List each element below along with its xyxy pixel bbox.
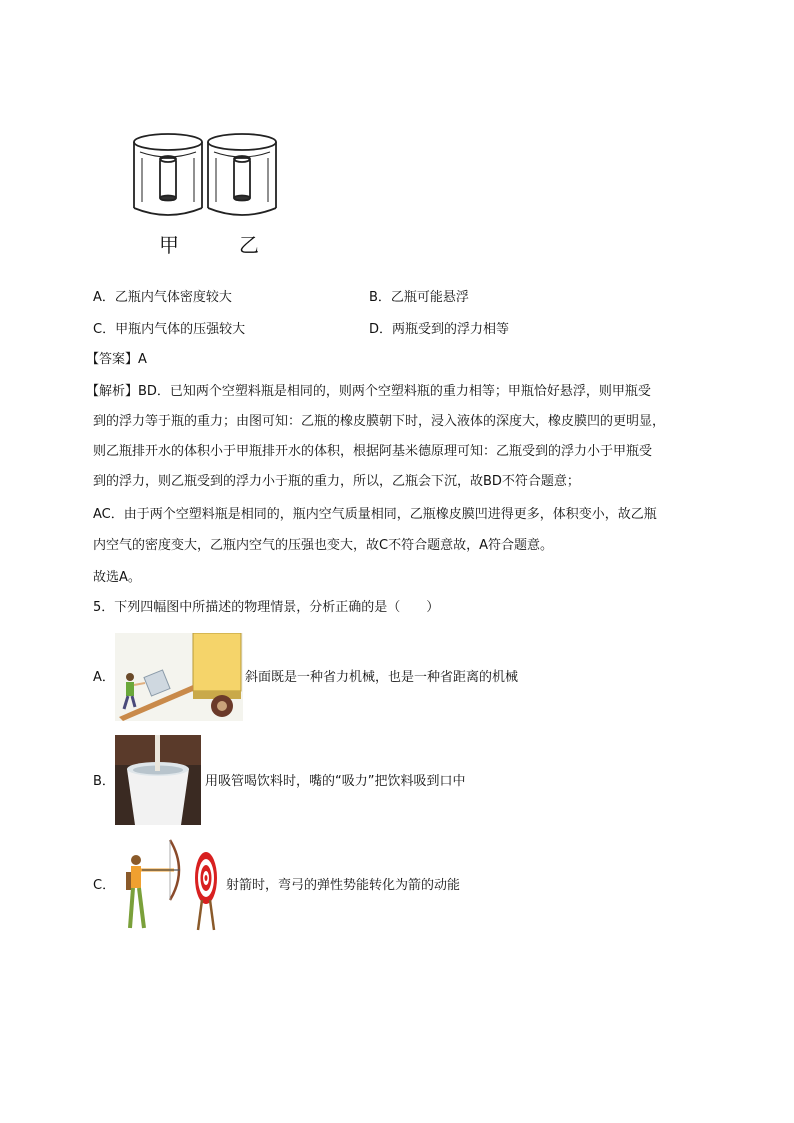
analysis-line: 【解析】BD．已知两个空塑料瓶是相同的，则两个空塑料瓶的重力相等；甲瓶恰好悬浮，则甲瓶受 [86, 384, 651, 399]
q5-option-c-text: 射箭时，弯弓的弹性势能转化为箭的动能 [226, 878, 461, 893]
q4-option-a: A．乙瓶内气体密度较大 [93, 290, 232, 305]
analysis-line: 到的浮力等于瓶的重力；由图可知：乙瓶的橡皮膜朝下时，浸入液体的深度大，橡皮膜凹的更明显， [93, 414, 666, 429]
q5-option-a-text: 斜面既是一种省力机械，也是一种省距离的机械 [245, 670, 519, 685]
q5-option-b-letter: B． [93, 774, 115, 789]
archer-target-image [118, 838, 228, 936]
beakers-illustration [128, 128, 288, 228]
analysis-line: 则乙瓶排开水的体积小于甲瓶排开水的体积，根据阿基米德原理可知：乙瓶受到的浮力小于甲瓶受 [93, 444, 653, 459]
q4-option-d: D．两瓶受到的浮力相等 [369, 322, 510, 337]
figure-label-yi: 乙 [239, 233, 259, 257]
analysis-line: 故选A。 [93, 570, 141, 585]
q5-option-b-text: 用吸管喝饮料时，嘴的“吸力”把饮料吸到口中 [205, 774, 466, 789]
figure-label-jia: 甲 [159, 233, 179, 257]
analysis-line: 到的浮力，则乙瓶受到的浮力小于瓶的重力，所以，乙瓶会下沉，故BD不符合题意； [93, 474, 580, 489]
q5-option-a-letter: A． [93, 670, 115, 685]
q5-stem: 5．下列四幅图中所描述的物理情景，分析正确的是（ ） [93, 600, 440, 615]
q4-option-c: C．甲瓶内气体的压强较大 [93, 322, 246, 337]
q4-answer: 【答案】A [86, 352, 147, 367]
q4-option-b: B．乙瓶可能悬浮 [369, 290, 469, 305]
incline-truck-image [115, 633, 243, 721]
drink-straw-image [115, 735, 201, 825]
analysis-line: 内空气的密度变大，乙瓶内空气的压强也变大，故C不符合题意故，A符合题意。 [93, 538, 553, 553]
q5-option-c-letter: C． [93, 878, 116, 893]
analysis-line: AC．由于两个空塑料瓶是相同的，瓶内空气质量相同，乙瓶橡皮膜凹进得更多，体积变小，故乙瓶 [93, 507, 657, 522]
beaker-figure [128, 128, 288, 228]
